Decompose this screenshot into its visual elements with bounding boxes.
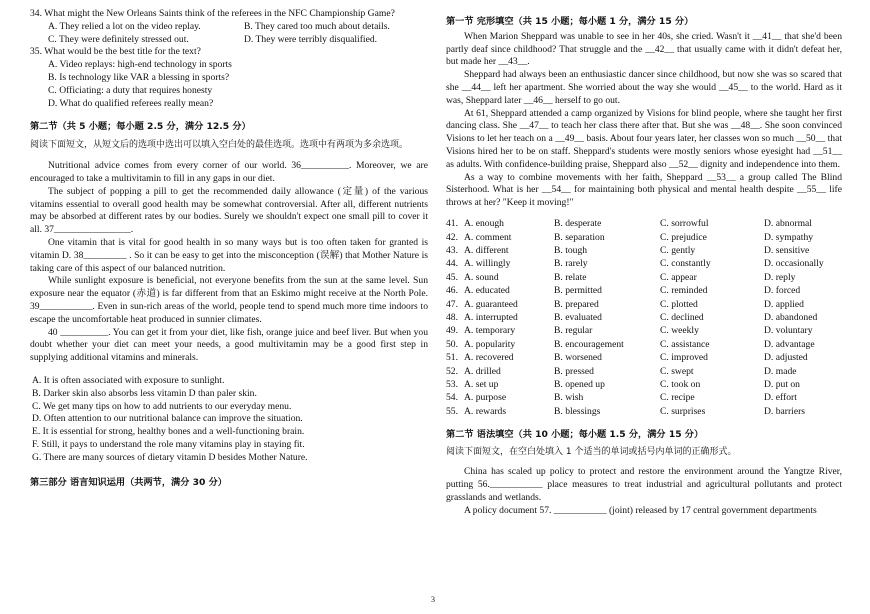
section-2-heading: 第二节（共 5 小题；每小题 2.5 分，满分 12.5 分）	[30, 121, 251, 133]
option: B. pressed	[554, 365, 594, 377]
option: C. appear	[660, 271, 697, 283]
cloze-option-row	[446, 405, 842, 418]
option: B. evaluated	[554, 311, 602, 323]
option: C. plotted	[660, 298, 698, 310]
left-column	[30, 8, 428, 489]
choice-item: A. It is often associated with exposure to sunlight.	[32, 374, 225, 386]
option: A. guaranteed	[464, 298, 518, 310]
question-number: 54.	[446, 392, 458, 404]
question-number: 55.	[446, 405, 458, 417]
option: B. separation	[554, 231, 605, 243]
option: C. assistance	[660, 338, 710, 350]
question-34-stem: 34. What might the New Orleans Saints think of the referees in the NFC Championship Game?	[30, 8, 395, 19]
option: B. permitted	[554, 285, 602, 297]
grammar-instruction: 阅读下面短文，在空白处填入 1 个适当的单词或括号内单词的正确形式。	[446, 446, 737, 457]
option: C. recipe	[660, 392, 695, 404]
cloze-option-row	[446, 325, 842, 338]
option: D. put on	[764, 378, 800, 390]
right-column	[446, 8, 842, 518]
question-number: 46.	[446, 285, 458, 297]
cloze-option-row	[446, 245, 842, 258]
option: D. forced	[764, 285, 801, 297]
option: D. applied	[764, 298, 804, 310]
choice-item: G. There are many sources of dietary vitamin D besides Mother Nature.	[32, 451, 308, 463]
option: B. regular	[554, 325, 593, 337]
cloze-option-row	[446, 285, 842, 298]
paragraph: A policy document 57. ___________ (joint) released by 17 central government departments	[464, 504, 817, 516]
option: C. Officiating: a duty that requires honesty	[48, 84, 213, 96]
option: A. popularity	[464, 338, 516, 350]
option: D. abnormal	[764, 218, 812, 230]
option: B. worsened	[554, 352, 602, 364]
question-number: 45.	[446, 271, 458, 283]
cloze-option-row	[446, 379, 842, 392]
paragraph: One vitamin that is vital for good health in so many ways but is too often taken for granted is vitamin D. 38_________ . So it can be easy to get into the misconception (误解) that Mother Nature is taking care of this aspect of our balanced nutrition.	[30, 236, 428, 274]
section-2-instruction: 阅读下面短文，从短文后的选项中选出可以填入空白处的最佳选项。选项中有两项为多余选项。	[30, 140, 409, 151]
question-number: 53.	[446, 378, 458, 390]
choice-item: D. Often attention to our nutritional balance can improve the situation.	[32, 413, 303, 425]
option: C. weekly	[660, 325, 699, 337]
option: D. advantage	[764, 338, 815, 350]
option: A. interrupted	[464, 311, 518, 323]
question-number: 48.	[446, 311, 458, 323]
option: A. They relied a lot on the video replay.	[48, 20, 201, 32]
option: B. desperate	[554, 218, 602, 230]
option: A. enough	[464, 218, 504, 230]
option: D. made	[764, 365, 797, 377]
question-34-options	[30, 21, 428, 47]
option: C. surprises	[660, 405, 706, 417]
question-number: 43.	[446, 245, 458, 257]
paragraph: At 61, Sheppard attended a camp organized by Visions for blind people, where she taught her first dancing class. She __47__ to teach her class there after that. But she was __48__. She soon convinced Visions to let her teach on a __49__ basis. About four years later, her classes won so much __50__ that Visions hired her to be on staff. Sheppard's students were mostly seniors whose eyesight had __51__ as adults. With confidence-building praise, Sheppard also __52__ dignity and independence into them.	[446, 107, 842, 170]
option: A. sound	[464, 271, 499, 283]
option: D. They were terribly disqualified.	[244, 33, 378, 45]
option: C. sorrowful	[660, 218, 709, 230]
question-35-stem: 35. What would be the best title for the text?	[30, 46, 201, 58]
option: B. relate	[554, 271, 587, 283]
option: A. willingly	[464, 258, 511, 270]
option: D. barriers	[764, 405, 806, 417]
question-number: 44.	[446, 258, 458, 270]
option: C. declined	[660, 311, 704, 323]
page-number: 3	[431, 595, 435, 604]
option: D. effort	[764, 392, 797, 404]
option: B. They cared too much about details.	[244, 20, 390, 32]
cloze-option-row	[446, 218, 842, 231]
option: C. took on	[660, 378, 701, 390]
grammar-passage	[446, 466, 842, 517]
question-number: 49.	[446, 325, 458, 337]
option: A. purpose	[464, 392, 507, 404]
reading-passage	[30, 160, 428, 365]
cloze-passage	[446, 31, 842, 210]
option: C. They were definitely stressed out.	[48, 33, 189, 45]
paragraph: China has scaled up policy to protect and restore the environment around the Yangtze River, putting 56.___________ place measures to treat industrial and agricultural pollutants and protect grasslands and wetlands.	[446, 466, 842, 503]
option: C. swept	[660, 365, 694, 377]
option: A. rewards	[464, 405, 507, 417]
option: A. drilled	[464, 365, 501, 377]
choice-item: C. We get many tips on how to add nutrients to our everyday menu.	[32, 400, 292, 412]
cloze-option-row	[446, 258, 842, 271]
paragraph: 40 __________. You can get it from your diet, like fish, orange juice and beef liver. But when you doubt whether your diet can meet your needs, a good multivitamin may be a good first step in supplying additional vitamins and minerals.	[30, 326, 428, 364]
option: B. blessings	[554, 405, 601, 417]
cloze-option-row	[446, 352, 842, 365]
option: D. What do qualified referees really mean?	[48, 97, 214, 109]
option: B. opened up	[554, 378, 605, 390]
choice-list	[30, 375, 428, 465]
paragraph: Sheppard had always been an enthusiastic dancer since childhood, but now she was so scared that she __44__ left her apartment. She worried about the way she would __45__ to the world. Hard as it was, Sheppard later __46__ herself to go out.	[446, 69, 842, 106]
option: A. Video replays: high-end technology in sports	[48, 59, 232, 71]
cloze-option-row	[446, 298, 842, 311]
paragraph: As a way to combine movements with her faith, Sheppard __53__ a group called The Blind Sisterhood. What is her __54__ for maintaining both physical and mental health despite __55__ life throws at her? "Keep it moving!"	[446, 171, 842, 209]
cloze-option-row	[446, 312, 842, 325]
option: A. recovered	[464, 352, 514, 364]
option: D. occasionally	[764, 258, 824, 270]
option: D. adjusted	[764, 352, 808, 364]
option: A. educated	[464, 285, 510, 297]
option: A. set up	[464, 378, 499, 390]
cloze-options-table	[446, 218, 842, 419]
part-3-heading: 第三部分 语言知识运用（共两节，满分 30 分）	[30, 476, 227, 488]
question-35-options	[30, 59, 428, 110]
option: A. temporary	[464, 325, 516, 337]
grammar-heading: 第二节 语法填空（共 10 小题；每小题 1.5 分，满分 15 分）	[446, 428, 704, 440]
question-number: 41.	[446, 218, 458, 230]
cloze-option-row	[446, 365, 842, 378]
paragraph: When Marion Sheppard was unable to see in her 40s, she cried. Wasn't it __41__ that she'd been partly deaf since childhood? That struggle and the __42__ that usually came with it didn't defeat her, but made her __43__.	[446, 30, 842, 68]
cloze-option-row	[446, 392, 842, 405]
paragraph: Nutritional advice comes from every corner of our world. 36__________. Moreover, we are encouraged to take a multivitamin to fill in any gaps in our diet.	[30, 160, 428, 184]
option: B. prepared	[554, 298, 599, 310]
option: B. tough	[554, 245, 588, 257]
choice-item: B. Darker skin also absorbs less vitamin D than paler skin.	[32, 387, 257, 399]
option: D. sympathy	[764, 231, 814, 243]
option: D. abandoned	[764, 311, 818, 323]
option: B. encouragement	[554, 338, 624, 350]
option: C. constantly	[660, 258, 711, 270]
question-number: 51.	[446, 352, 458, 364]
option: C. improved	[660, 352, 708, 364]
question-number: 50.	[446, 338, 458, 350]
option: B. Is technology like VAR a blessing in sports?	[48, 71, 230, 83]
paragraph: The subject of popping a pill to get the recommended daily allowance (定量) of the various vitamins essential to overall good health may be somewhat controversial. After all, different nutrients may be absorbed at different rates by our bodies. Surely we shouldn't expect one small pill to cover it all. 37________________.	[30, 185, 428, 236]
question-number: 47.	[446, 298, 458, 310]
option: D. reply	[764, 271, 796, 283]
choice-item: E. It is essential for strong, healthy bones and a well-functioning brain.	[32, 426, 305, 438]
choice-item: F. Still, it pays to understand the role many vitamins play in staying fit.	[32, 438, 305, 450]
cloze-option-row	[446, 272, 842, 285]
cloze-option-row	[446, 231, 842, 244]
cloze-option-row	[446, 338, 842, 351]
option: A. different	[464, 245, 509, 257]
option: C. prejudice	[660, 231, 707, 243]
question-number: 52.	[446, 365, 458, 377]
option: C. gently	[660, 245, 696, 257]
option: C. reminded	[660, 285, 708, 297]
option: D. sensitive	[764, 245, 810, 257]
cloze-options-body	[446, 218, 842, 419]
option: B. wish	[554, 392, 584, 404]
option: A. comment	[464, 231, 512, 243]
paragraph: While sunlight exposure is beneficial, not everyone benefits from the sun at the same level. Sun exposure near the equator (赤道) is far different from that an Eskimo might receive at the North Pole. 39___________. Even in sun-rich areas of the world, people tend to spend much more time indoors to escape the uncomfortable heat produced in sunnier climates.	[30, 275, 428, 325]
question-number: 42.	[446, 231, 458, 243]
option: B. rarely	[554, 258, 588, 270]
cloze-heading: 第一节 完形填空（共 15 小题；每小题 1 分，满分 15 分）	[446, 16, 694, 27]
option: D. voluntary	[764, 325, 813, 337]
